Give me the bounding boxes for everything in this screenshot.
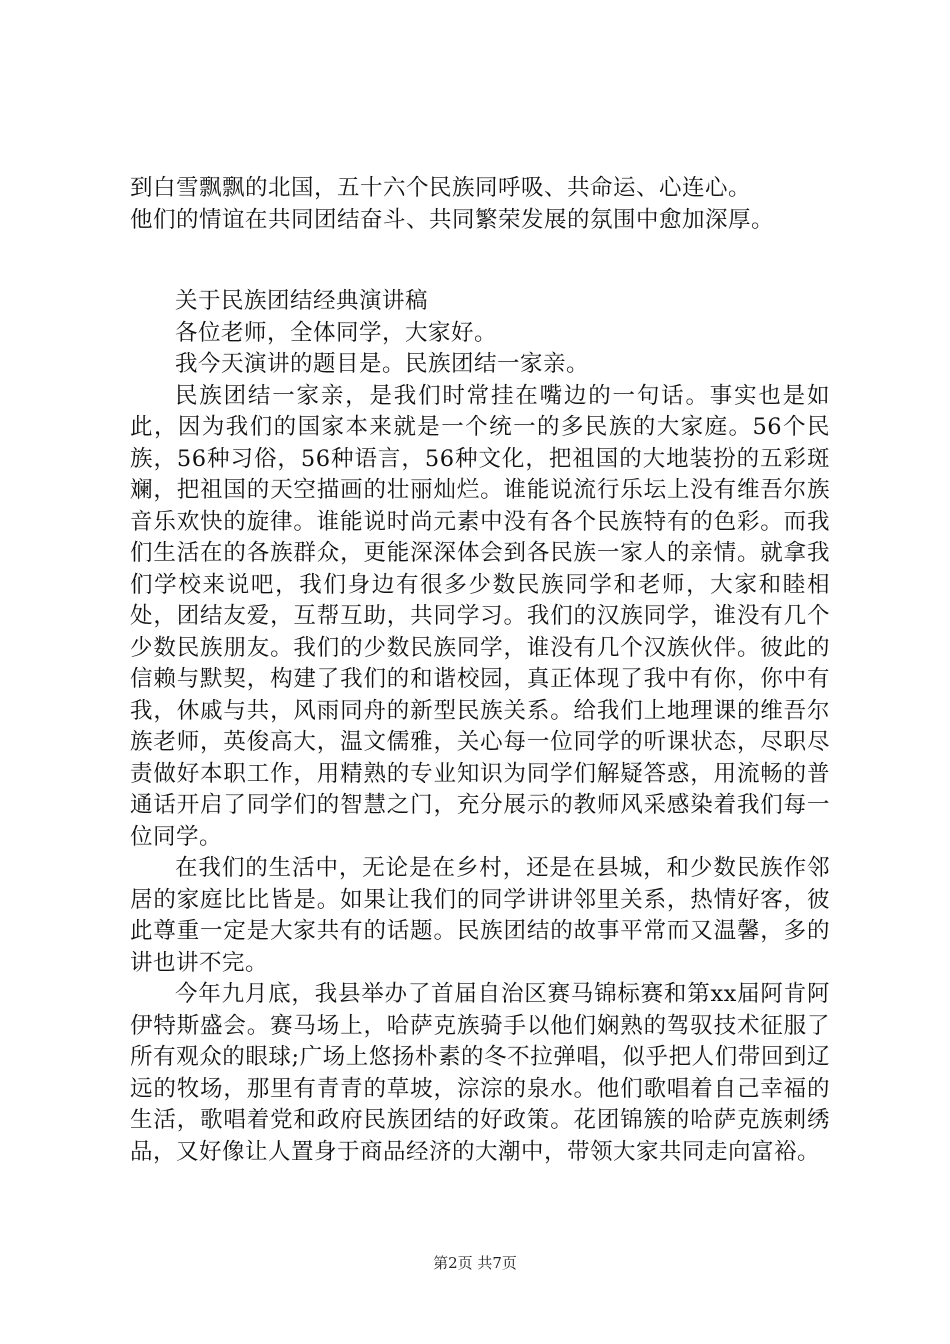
speech-title: 关于民族团结经典演讲稿 xyxy=(175,288,429,314)
speech-paragraph-2: 在我们的生活中，无论是在乡村，还是在县城，和少数民族作邻居的家庭比比皆是。如果让我们的同学讲讲邻里关系，热情好客，彼此尊重一定是大家共有的话题。民族团结的故事平常而又温馨，多的讲也讲不完。 xyxy=(130,855,830,976)
continued-line-1: 到白雪飘飘的北国，五十六个民族同呼吸、共命运、心连心。 xyxy=(130,175,752,201)
continued-line-2: 他们的情谊在共同团结奋斗、共同繁荣发展的氛围中愈加深厚。 xyxy=(130,206,775,233)
continued-paragraph xyxy=(130,173,830,236)
speech-paragraph-1: 民族团结一家亲，是我们时常挂在嘴边的一句话。事实也是如此，因为我们的国家本来就是一个统一的多民族的大家庭。56个民族，56种习俗，56种语言，56种文化，把祖国的大地装扮的五彩斑斓，把祖国的天空描画的壮丽灿烂。谁能说流行乐坛上没有维吾尔族音乐欢快的旋律。谁能说时尚元素中没有各个民族特有的色彩。而我们生活在的各族群众，更能深深体会到各民族一家人的亲情。就拿我们学校来说吧，我们身边有很多少数民族同学和老师，大家和睦相处，团结友爱，互帮互助，共同学习。我们的汉族同学，谁没有几个少数民族朋友。我们的少数民族同学，谁没有几个汉族伙伴。彼此的信赖与默契，构建了我们的和谐校园，真正体现了我中有你，你中有我，休戚与共，风雨同舟的新型民族关系。给我们上地理课的维吾尔族老师，英俊高大，温文儒雅，关心每一位同学的听课状态，尽职尽责做好本职工作，用精熟的专业知识为同学们解疑答惑，用流畅的普通话开启了同学们的智慧之门，充分展示的教师风采感染着我们每一位同学。 xyxy=(130,382,830,850)
speech-topic: 我今天演讲的题目是。民族团结一家亲。 xyxy=(175,351,590,377)
speech-paragraph-3: 今年九月底，我县举办了首届自治区赛马锦标赛和第xx届阿肯阿伊特斯盛会。赛马场上，哈萨克族骑手以他们娴熟的驾驭技术征服了所有观众的眼球;广场上悠扬朴素的冬不拉弹唱，似乎把人们带回到辽远的牧场，那里有青青的草坡，淙淙的泉水。他们歌唱着自己幸福的生活，歌唱着党和政府民族团结的好政策。花团锦簇的哈萨克族刺绣品，又好像让人置身于商品经济的大潮中，带领大家共同走向富裕。 xyxy=(130,981,830,1165)
speech-greeting: 各位老师，全体同学，大家好。 xyxy=(175,319,498,346)
page-footer: 第2页 共7页 xyxy=(433,1254,517,1272)
speech-section xyxy=(130,286,830,1168)
